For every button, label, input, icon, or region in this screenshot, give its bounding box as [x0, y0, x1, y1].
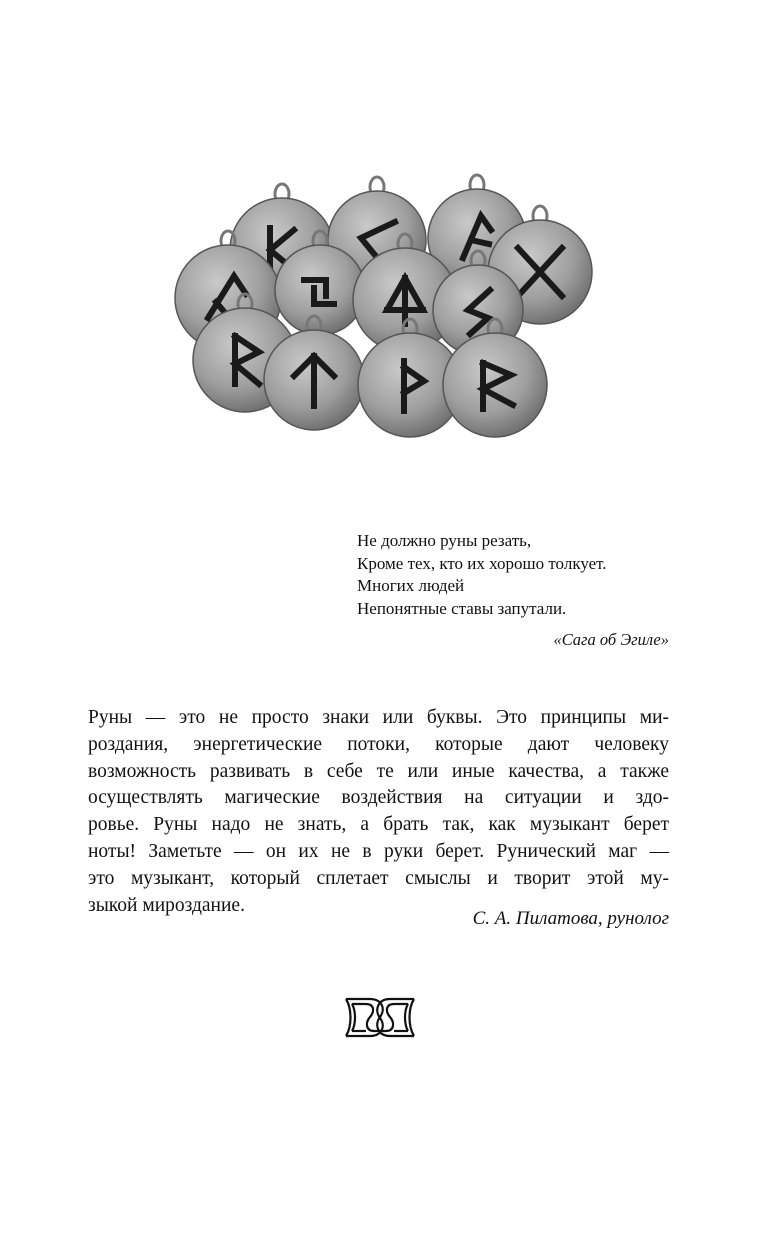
paragraph-line: Руны — это не просто знаки или буквы. Это принципы ми-	[88, 707, 669, 728]
epigraph-source: «Сага об Эгиле»	[553, 630, 669, 649]
celtic-knot-icon	[342, 995, 418, 1040]
paragraph-line: это музыкант, который сплетает смыслы и творит этой му-	[88, 867, 669, 889]
rune-pendants-illustration	[170, 170, 610, 460]
paragraph-line: ноты! Заметьте — он их не в руки берет. Рунический маг —	[88, 840, 669, 862]
paragraph-line: осуществлять магические воздействия на ситуации и здо-	[88, 787, 669, 809]
paragraph-line: зыкой мироздание.	[88, 894, 245, 916]
paragraph-line: роздания, энергетические потоки, которые дают человеку	[88, 733, 669, 755]
epigraph	[357, 530, 669, 652]
epigraph-line: Кроме тех, кто их хорошо толкует.	[357, 553, 607, 573]
epigraph-line: Непонятные ставы запутали.	[357, 598, 567, 618]
quote-attribution: С. А. Пилатова, рунолог	[472, 908, 669, 929]
rune-pendants-image	[170, 170, 610, 460]
paragraph-line: возможность развивать в себе те или иные качества, а также	[88, 760, 669, 782]
epigraph-line: Многих людей	[357, 576, 465, 595]
epigraph-line: Не должно руны резать,	[357, 531, 532, 550]
paragraph-line: ровье. Руны надо не знать, а брать так, как музыкант берет	[88, 814, 669, 836]
body-paragraph	[88, 705, 669, 919]
